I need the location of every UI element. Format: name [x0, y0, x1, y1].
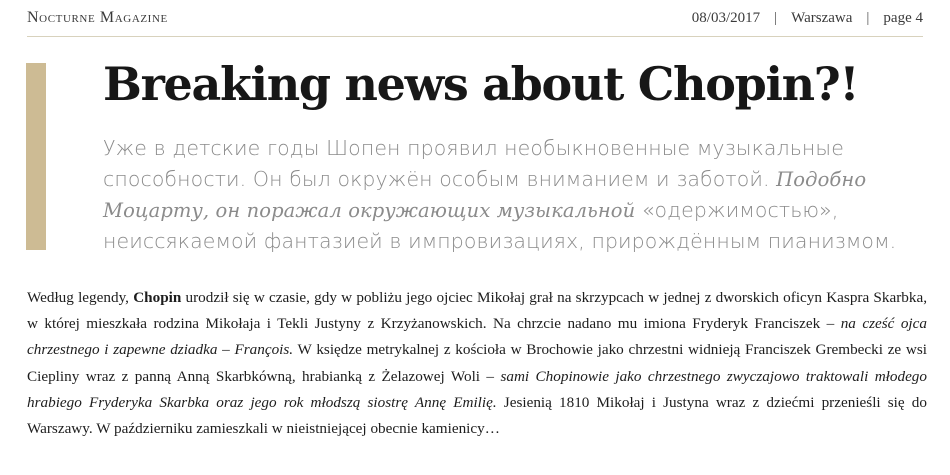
article-lede: [103, 133, 933, 257]
body-text: Jesienią 1810 Mikołaj i Justyna wraz z dziećmi przenieśli się do Warszawy. W październiku zamieszkali w nieistniejącej obecnie kamienicy…: [27, 393, 927, 438]
body-text: W księdze metrykalnej z kościoła w Brochowie jako chrzestni widnieją Franciszek Grembecki ze wsi Ciepliny wraz z panną Anną Skarbkówną, hrabianką z Żelazowej Woli –: [27, 341, 927, 385]
body-italic-text: na cześć ojca chrzestnego i zapewne dziadka – François.: [27, 315, 927, 359]
meta-separator: |: [774, 9, 778, 26]
body-text: urodził się w czasie, gdy w pobliżu jego ojciec Mikołaj grał na skrzypcach w jednej z dworskich oficyn Kaspra Skarbka, w której mieszkała rodzina Mikołaja i Tekli Justyny z Krzyżanowskich. Na chrzcie nadano mu imiona Fryderyk Franciszek –: [27, 289, 927, 333]
page-number: page 4: [883, 9, 923, 26]
body-text: Według legendy,: [27, 289, 134, 306]
lede-italic-text: Подобно Моцарту, он поражал окружающих музыкальной: [103, 168, 867, 222]
lede-text: Уже в детские годы Шопен проявил необыкновенные музыкальные способности. Он был окружён особым вниманием и заботой.: [103, 136, 844, 191]
issue-city: Warszawa: [791, 9, 853, 26]
article-body: [27, 285, 927, 442]
issue-meta: [692, 10, 923, 27]
publication-name: Nocturne Magazine: [27, 9, 168, 26]
article-headline: Breaking news about Chopin?!: [103, 57, 859, 111]
meta-separator: |: [866, 9, 870, 26]
accent-bar: [26, 63, 46, 250]
lede-text: «одержимостью», неиссякаемой фантазией в импровизациях, прирождённым пианизмом.: [103, 198, 897, 253]
body-italic-text: sami Chopinowie jako chrzestnego zwyczajowo traktowali młodego hrabiego Fryderyka Skarbka oraz jego rok młodszą siostrę Annę Emilię.: [27, 367, 927, 411]
body-bold-text: Chopin: [133, 289, 182, 306]
issue-date: 08/03/2017: [691, 9, 761, 26]
masthead: [27, 0, 923, 37]
